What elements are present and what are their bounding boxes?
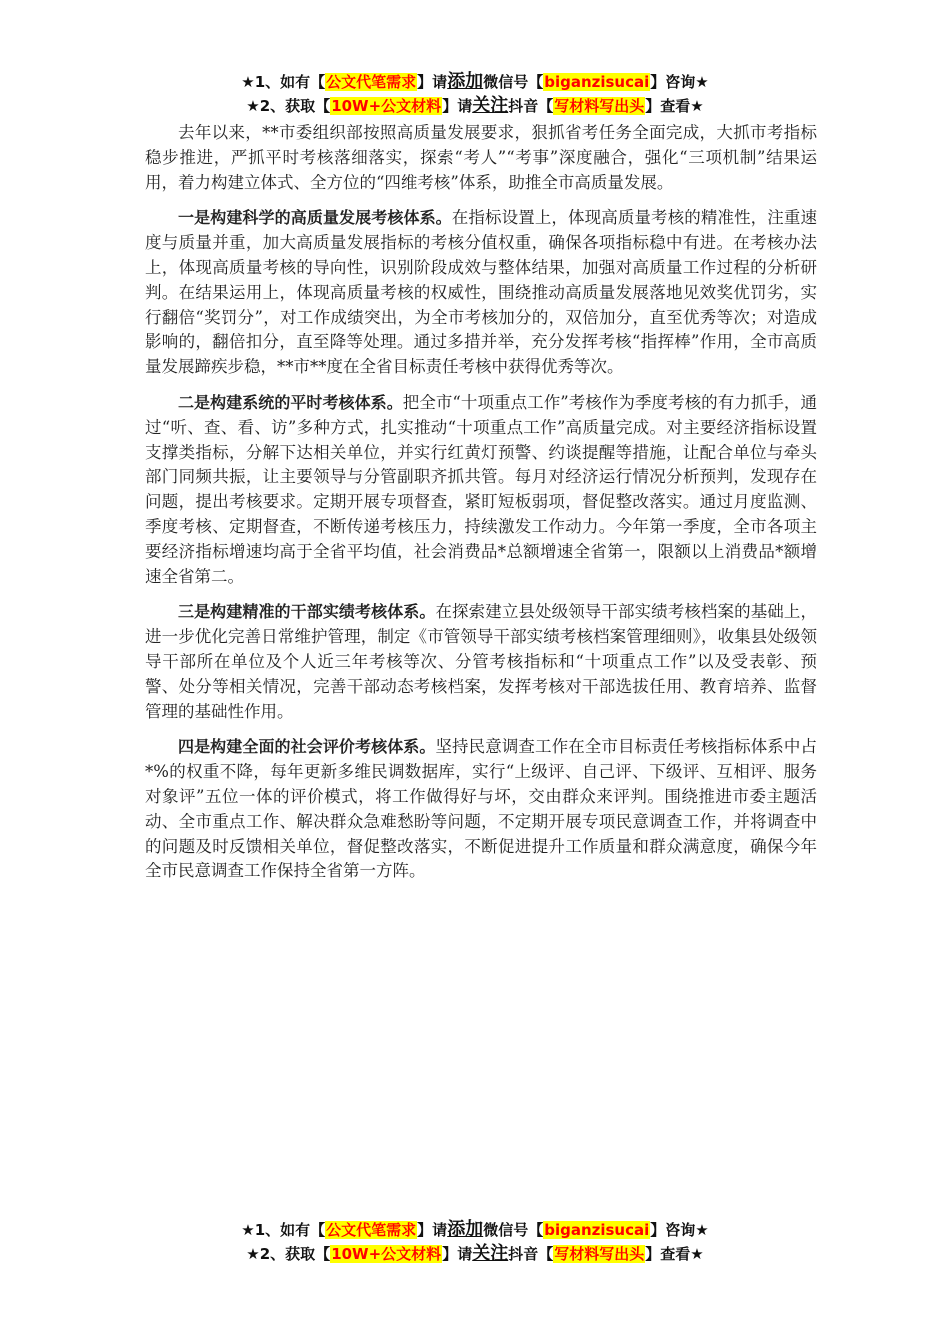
promo-line-1-emphasis: 添加 bbox=[447, 71, 484, 92]
document-body bbox=[145, 121, 817, 895]
promo-line-2-bottom bbox=[0, 1242, 950, 1266]
promo-line-1-mid2: 微信号【 bbox=[483, 73, 544, 91]
section-paragraph-1 bbox=[145, 206, 817, 380]
promo-line-1-suffix: 】咨询★ bbox=[650, 73, 709, 91]
promo-line-2-douyin-account: 写材料写出头 bbox=[554, 97, 645, 115]
promo-line-2-suffix: 】查看★ bbox=[645, 97, 704, 115]
promo-line-2-highlight-materials: 10W+公文材料 bbox=[331, 1245, 442, 1263]
section-paragraph-2 bbox=[145, 391, 817, 589]
section-body-2: 把全市“十项重点工作”考核作为季度考核的有力抓手，通过“听、查、看、访”多种方式，扎实推动“十项重点工作”高质量完成。对主要经济指标设置支撑类指标，分解下达相关单位，并实行红黄灯预警、约谈提醒等措施，让配合单位与牵头部门同频共振，让主要领导与分管副职齐抓共管。每月对经济运行情况分析预判，发现存在问题，提出考核要求。定期开展专项督查，紧盯短板弱项，督促整改落实。通过月度监测、季度考核、定期督查，不断传递考核压力，持续激发工作动力。今年第一季度，全市各项主要经济指标增速均高于全省平均值，社会消费品*总额增速全省第一，限额以上消费品*额增速全省第二。 bbox=[145, 392, 817, 586]
promo-line-1-emphasis: 添加 bbox=[447, 1219, 484, 1240]
promo-line-2-emphasis: 关注 bbox=[472, 95, 509, 116]
promo-line-2-prefix: ★2、获取【 bbox=[246, 1245, 331, 1263]
promo-line-1-highlight-service: 公文代笔需求 bbox=[326, 73, 417, 91]
promo-line-1-prefix: ★1、如有【 bbox=[241, 1221, 326, 1239]
section-body-3: 在探索建立县处级领导干部实绩考核档案的基础上，进一步优化完善日常维护管理，制定《市管领导干部实绩考核档案管理细则》，收集县处级领导干部所在单位及个人近三年考核等次、分管考核指标和“十项重点工作”以及受表彰、预警、处分等相关情况，完善干部动态考核档案，发挥考核对干部选拔任用、教育培养、监督管理的基础性作用。 bbox=[145, 602, 817, 721]
promo-line-2-mid: 】请 bbox=[442, 1245, 473, 1263]
section-heading-3: 三是构建精准的干部实绩考核体系。 bbox=[178, 602, 436, 622]
promo-line-2-douyin-account: 写材料写出头 bbox=[554, 1245, 645, 1263]
section-paragraph-3 bbox=[145, 600, 817, 724]
promo-line-1-mid: 】请 bbox=[417, 1221, 448, 1239]
bottom-promo-banner bbox=[0, 1218, 950, 1266]
promo-line-1-highlight-service: 公文代笔需求 bbox=[326, 1221, 417, 1239]
promo-line-2-mid2: 抖音【 bbox=[508, 97, 554, 115]
promo-line-1-wechat-id: biganzisucai bbox=[544, 1221, 650, 1239]
intro-paragraph: 去年以来，**市委组织部按照高质量发展要求，狠抓省考任务全面完成，大抓市考指标稳步推进，严抓平时考核落细落实，探索“考人”“考事”深度融合，强化“三项机制”结果运用，着力构建立体式、全方位的“四维考核”体系，助推全市高质量发展。 bbox=[145, 123, 817, 192]
promo-line-1 bbox=[0, 70, 950, 94]
promo-line-2-emphasis: 关注 bbox=[472, 1243, 509, 1264]
promo-line-2-mid: 】请 bbox=[442, 97, 473, 115]
promo-line-1-suffix: 】咨询★ bbox=[650, 1221, 709, 1239]
section-heading-2: 二是构建系统的平时考核体系。 bbox=[178, 392, 403, 412]
section-body-4: 坚持民意调查工作在全市目标责任考核指标体系中占*%的权重不降，每年更新多维民调数据库，实行“上级评、自己评、下级评、互相评、服务对象评”五位一体的评价模式，将工作做得好与坏，交由群众来评判。围绕推进市委主题活动、全市重点工作、解决群众急难愁盼等问题，不定期开展专项民意调查工作，并将调查中的问题及时反馈相关单位，督促整改落实，不断促进提升工作质量和群众满意度，确保今年全市民意调查工作保持全省第一方阵。 bbox=[145, 737, 817, 881]
promo-line-1-mid2: 微信号【 bbox=[483, 1221, 544, 1239]
promo-line-2 bbox=[0, 94, 950, 118]
section-heading-4: 四是构建全面的社会评价考核体系。 bbox=[178, 737, 436, 757]
promo-line-1-bottom bbox=[0, 1218, 950, 1242]
promo-line-1-prefix: ★1、如有【 bbox=[241, 73, 326, 91]
promo-line-1-mid: 】请 bbox=[417, 73, 448, 91]
promo-line-2-mid2: 抖音【 bbox=[508, 1245, 554, 1263]
promo-line-2-prefix: ★2、获取【 bbox=[246, 97, 331, 115]
promo-line-2-suffix: 】查看★ bbox=[645, 1245, 704, 1263]
promo-line-1-wechat-id: biganzisucai bbox=[544, 73, 650, 91]
top-promo-banner bbox=[0, 70, 950, 118]
section-body-1: 在指标设置上，体现高质量考核的精准性，注重速度与质量并重，加大高质量发展指标的考核分值权重，确保各项指标稳中有进。在考核办法上，体现高质量考核的导向性，识别阶段成效与整体结果，加强对高质量工作过程的分析研判。在结果运用上，体现高质量考核的权威性，围绕推动高质量发展落地见效奖优罚劣，实行翻倍“奖罚分”，对工作成绩突出，为全市考核加分的，双倍加分，直至优秀等次；对造成影响的，翻倍扣分，直至降等处理。通过多措并举，充分发挥考核“指挥棒”作用，全市高质量发展蹄疾步稳，**市**度在全省目标责任考核中获得优秀等次。 bbox=[145, 208, 817, 377]
promo-line-2-highlight-materials: 10W+公文材料 bbox=[331, 97, 442, 115]
section-heading-1: 一是构建科学的高质量发展考核体系。 bbox=[178, 208, 452, 228]
section-paragraph-4 bbox=[145, 735, 817, 884]
